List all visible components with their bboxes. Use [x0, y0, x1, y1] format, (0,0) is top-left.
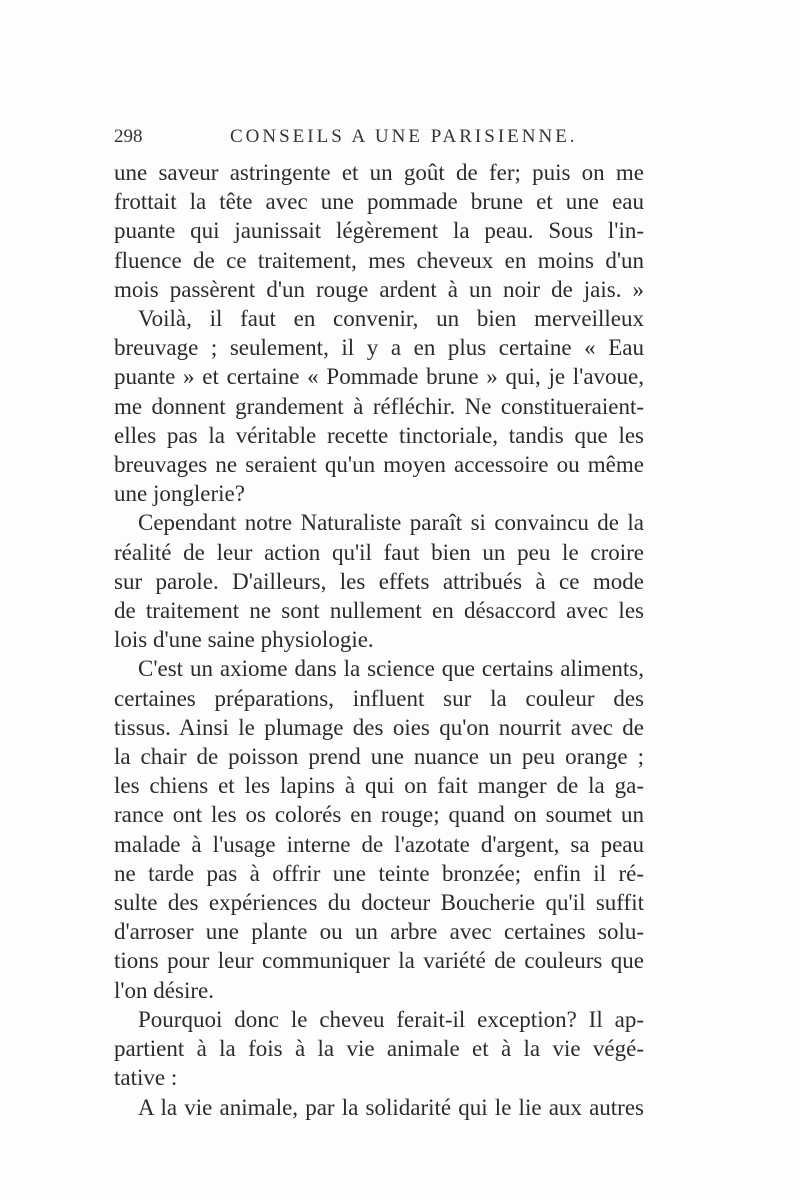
text-line: elles pas la véritable recette tinctoriale, tandis que les — [114, 422, 644, 448]
text-line: de traitement ne sont nullement en désaccord avec les — [114, 598, 644, 624]
text-line: ne tarde pas à offrir une teinte bronzée; enfin il ré- — [114, 860, 644, 886]
text-line: tative : — [114, 1065, 178, 1091]
text-line: sur parole. D'ailleurs, les effets attribués à ce mode — [114, 568, 644, 594]
text-line: puante qui jaunissait légèrement la peau. Sous l'in- — [114, 218, 644, 244]
text-line: A la vie animale, par la solidarité qui le lie aux autres — [138, 1094, 644, 1120]
text-line: tions pour leur communiquer la variété de couleurs que — [114, 948, 644, 974]
text-line: fluence de ce traitement, mes cheveux en moins d'un — [114, 247, 644, 273]
text-line: Pourquoi donc le cheveu ferait-il exception? Il ap- — [138, 1006, 644, 1032]
text-line: l'on désire. — [114, 977, 214, 1003]
text-line: malade à l'usage interne de l'azotate d'argent, sa peau — [114, 831, 644, 857]
text-line: la chair de poisson prend une nuance un peu orange ; — [114, 744, 644, 770]
text-line: tissus. Ainsi le plumage des oies qu'on nourrit avec de — [114, 714, 644, 740]
text-line: réalité de leur action qu'il faut bien un peu le croire — [114, 539, 644, 565]
body-text — [114, 158, 644, 1122]
text-line: les chiens et les lapins à qui on fait manger de la ga- — [114, 773, 644, 799]
text-line: mois passèrent d'un rouge ardent à un noir de jais. » — [114, 276, 644, 302]
text-line: une saveur astringente et un goût de fer; puis on me — [114, 160, 644, 185]
text-line: breuvage ; seulement, il y a en plus certaine « Eau — [114, 335, 644, 361]
text-line: C'est un axiome dans la science que certains aliments, — [138, 656, 644, 682]
running-title: CONSEILS A UNE PARISIENNE. — [230, 126, 578, 147]
text-line: Voilà, il faut en convenir, un bien merveilleux — [138, 306, 644, 332]
running-head — [114, 126, 644, 158]
text-line: puante » et certaine « Pommade brune » qui, je l'avoue, — [114, 364, 644, 390]
text-line: lois d'une saine physiologie. — [114, 627, 374, 653]
text-line: frottait la tête avec une pommade brune et une eau — [114, 189, 644, 215]
text-line: Cependant notre Naturaliste paraît si convaincu de la — [138, 510, 644, 536]
book-page — [114, 126, 644, 1122]
text-line: rance ont les os colorés en rouge; quand on soumet un — [114, 802, 644, 828]
text-line: une jonglerie? — [114, 481, 245, 507]
text-line: partient à la fois à la vie animale et à la vie végé- — [114, 1036, 644, 1062]
text-line: sulte des expériences du docteur Boucherie qu'il suffit — [114, 890, 644, 916]
page-number: 298 — [114, 126, 143, 147]
text-line: certaines préparations, influent sur la couleur des — [114, 685, 644, 711]
text-line: d'arroser une plante ou un arbre avec certaines solu- — [114, 919, 644, 945]
text-line: breuvages ne seraient qu'un moyen accessoire ou même — [114, 452, 644, 478]
text-line: me donnent grandement à réfléchir. Ne constitueraient- — [114, 393, 644, 419]
